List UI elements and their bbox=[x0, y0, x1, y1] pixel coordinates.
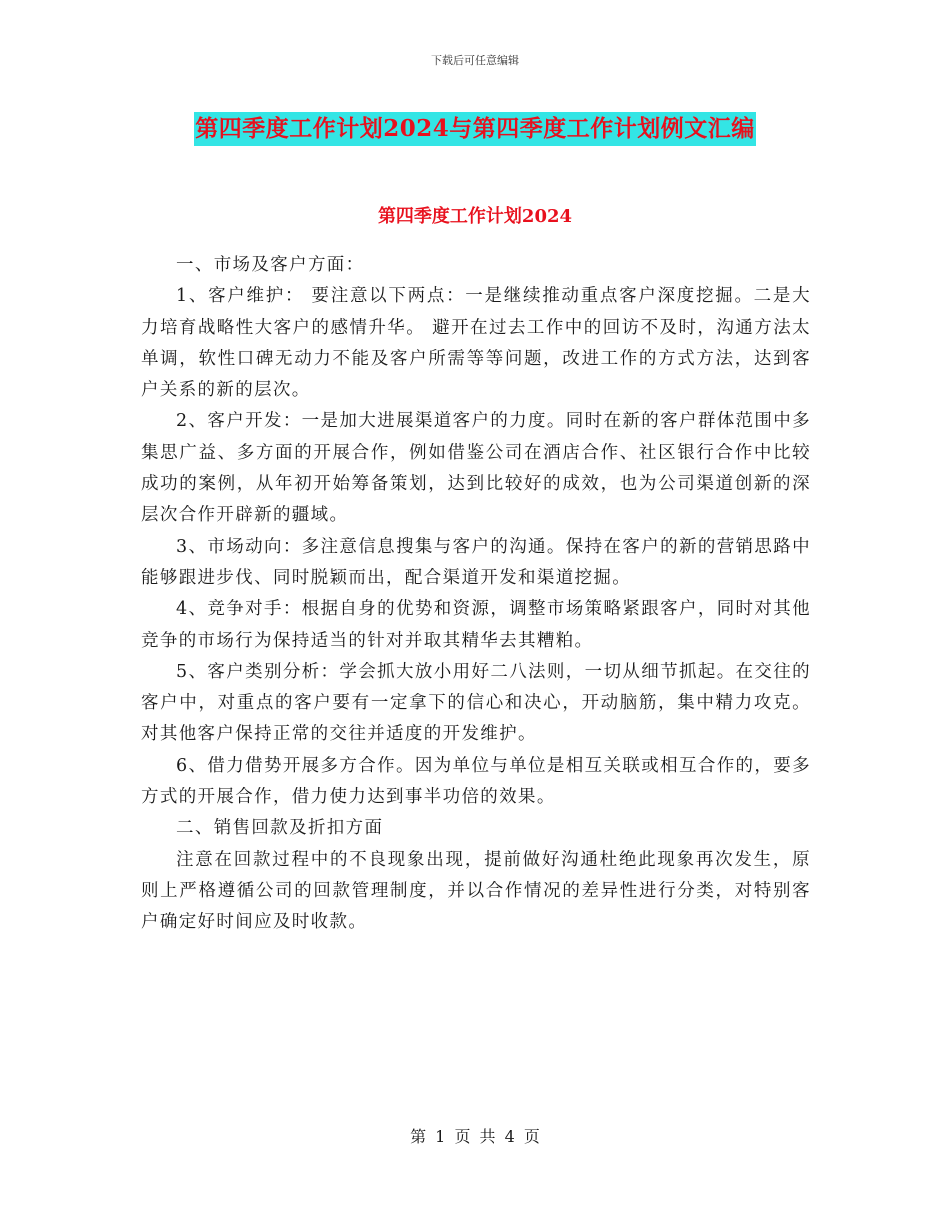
section-title: 第四季度工作计划2024 bbox=[377, 206, 573, 227]
paragraph-customer-maintenance: 1、客户维护： 要注意以下两点：一是继续推动重点客户深度挖掘。二是大力培育战略性大客户的感情升华。 避开在过去工作中的回访不及时，沟通方法太单调，软性口碑无动力不能及客户所需等等问题，改进工作的方式方法，达到客户关系的新的层次。 bbox=[141, 286, 811, 401]
document-body bbox=[141, 250, 811, 939]
document-title bbox=[0, 112, 950, 146]
paragraph-customer-analysis: 5、客户类别分析：学会抓大放小用好二八法则，一切从细节抓起。在交往的客户中，对重点的客户要有一定拿下的信心和决心，开动脑筋，集中精力攻克。对其他客户保持正常的交往并适度的开发维护。 bbox=[141, 661, 811, 745]
page-header-note: 下载后可任意编辑 bbox=[431, 54, 519, 67]
paragraph-customer-development: 2、客户开发：一是加大进展渠道客户的力度。同时在新的客户群体范围中多集思广益、多方面的开展合作，例如借鉴公司在酒店合作、社区银行合作中比较成功的案例，从年初开始筹备策划，达到比较好的成效，也为公司渠道创新的深层次合作开辟新的疆域。 bbox=[141, 411, 811, 526]
paragraph-market-trends: 3、市场动向：多注意信息搜集与客户的沟通。保持在客户的新的营销思路中能够跟进步伐、同时脱颖而出，配合渠道开发和渠道挖掘。 bbox=[141, 536, 811, 588]
document-title-text: 第四季度工作计划2024与第四季度工作计划例文汇编 bbox=[194, 112, 756, 146]
page-number: 第 1 页 共 4 页 bbox=[410, 1127, 540, 1146]
paragraph-competitors: 4、竞争对手：根据自身的优势和资源，调整市场策略紧跟客户，同时对其他竞争的市场行为保持适当的针对并取其精华去其糟粕。 bbox=[141, 599, 811, 651]
paragraph-cooperation: 6、借力借势开展多方合作。因为单位与单位是相互关联或相互合作的，要多方式的开展合作，借力使力达到事半功倍的效果。 bbox=[141, 755, 811, 808]
paragraph-heading-market: 一、市场及客户方面： bbox=[176, 255, 365, 275]
paragraph-heading-payment: 二、销售回款及折扣方面 bbox=[176, 818, 384, 839]
paragraph-payment-collection: 注意在回款过程中的不良现象出现，提前做好沟通杜绝此现象再次发生，原则上严格遵循公司的回款管理制度，并以合作情况的差异性进行分类，对特别客户确定好时间应及时收款。 bbox=[141, 849, 811, 933]
